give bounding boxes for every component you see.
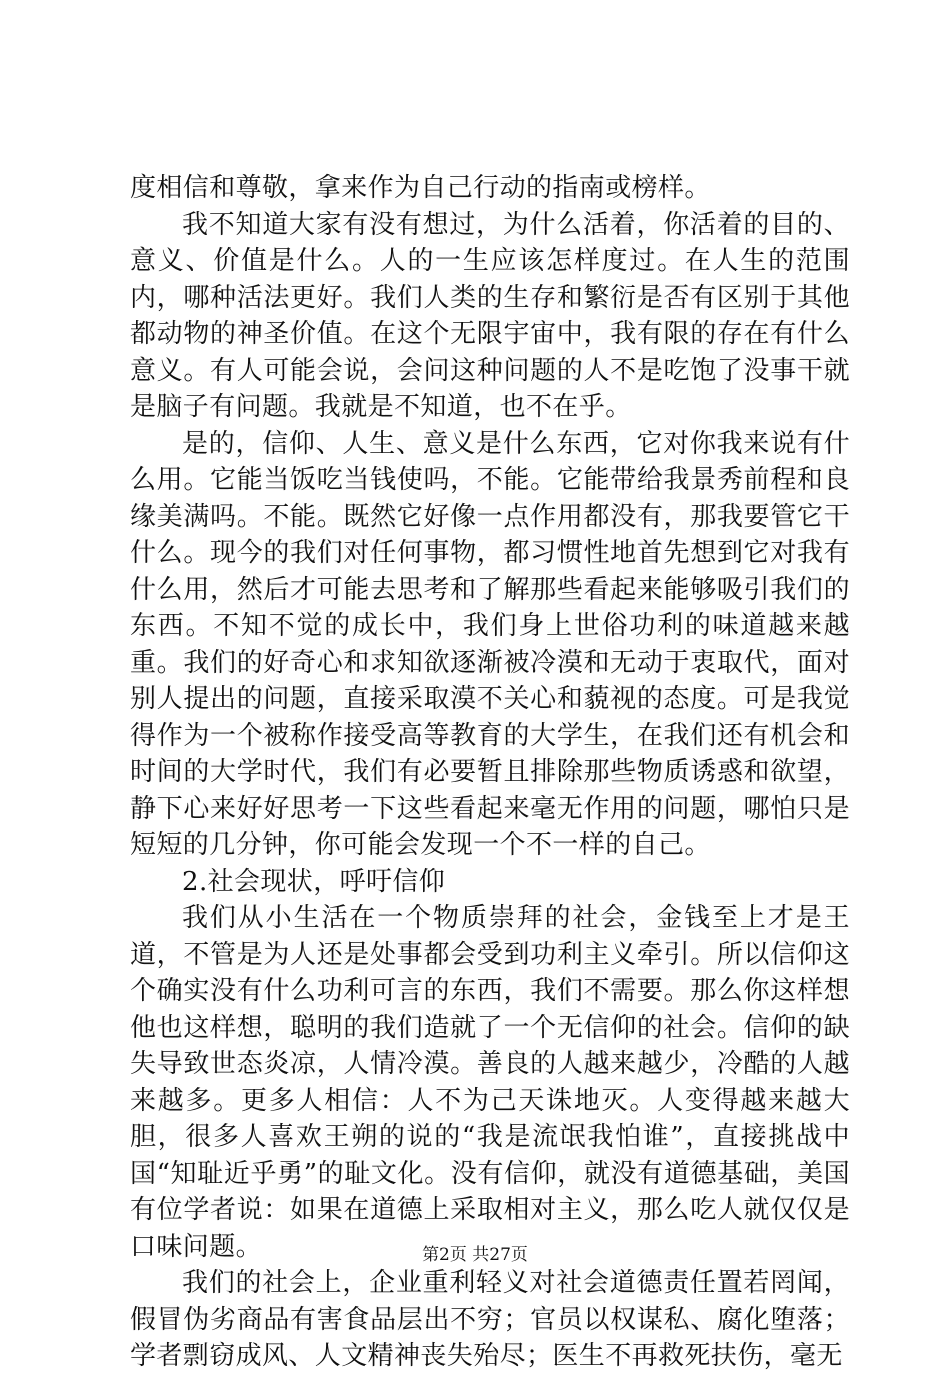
- section-heading: 2.社会现状，呼吁信仰: [182, 866, 446, 897]
- document-body: [130, 170, 850, 1375]
- paragraph-social-problems: 我们的社会上，企业重利轻义对社会道德责任置若罔闻，假冒伪劣商品有害食品层出不穷；官员以权谋私、腐化堕落；学者剽窃成风、人文精神丧失殆尽；医生不再救死扶伤，毫无: [130, 1268, 850, 1371]
- page-footer: 第2页 共27页: [422, 1245, 528, 1265]
- paragraph-continuation: 度相信和尊敬，拿来作为自己行动的指南或榜样。: [130, 173, 711, 203]
- paragraph-society-status: 我们从小生活在一个物质崇拜的社会，金钱至上才是王道，不管是为人还是处事都会受到功利主义牵引。所以信仰这个确实没有什么功利可言的东西，我们不需要。那么你这样想他也这样想，聪明的我们造就了一个无信仰的社会。信仰的缺失导致世态炎凉，人情冷漠。善良的人越来越少，冷酷的人越来越多。更多人相信：人不为己天诛地灭。人变得越来越大胆，很多人喜欢王朔的说的“我是流氓我怕谁”，直接挑战中国“知耻近乎勇”的耻文化。没有信仰，就没有道德基础，美国有位学者说：如果在道德上采取相对主义，那么吃人就仅仅是口味问题。: [130, 903, 850, 1262]
- paragraph-meaning-of-life: 我不知道大家有没有想过，为什么活着，你活着的目的、意义、价值是什么。人的一生应该怎样度过。在人生的范围内，哪种活法更好。我们人类的生存和繁衍是否有区别于其他都动物的神圣价值。在这个无限宇宙中，我有限的存在有什么意义。有人可能会说，会问这种问题的人不是吃饱了没事干就是脑子有问题。我就是不知道，也不在乎。: [130, 209, 850, 422]
- paragraph-utility-of-belief: 是的，信仰、人生、意义是什么东西，它对你我来说有什么用。它能当饭吃当钱使吗，不能。它能带给我景秀前程和良缘美满吗。不能。既然它好像一点作用都没有，那我要管它干什么。现今的我们对任何事物，都习惯性地首先想到它对我有什么用，然后才可能去思考和了解那些看起来能够吸引我们的东西。不知不觉的成长中，我们身上世俗功利的味道越来越重。我们的好奇心和求知欲逐渐被冷漠和无动于衷取代，面对别人提出的问题，直接采取漠不关心和藐视的态度。可是我觉得作为一个被称作接受高等教育的大学生，在我们还有机会和时间的大学时代，我们有必要暂且排除那些物质诱惑和欲望，静下心来好好思考一下这些看起来毫无作用的问题，哪怕只是短短的几分钟，你可能会发现一个不一样的自己。: [130, 428, 850, 860]
